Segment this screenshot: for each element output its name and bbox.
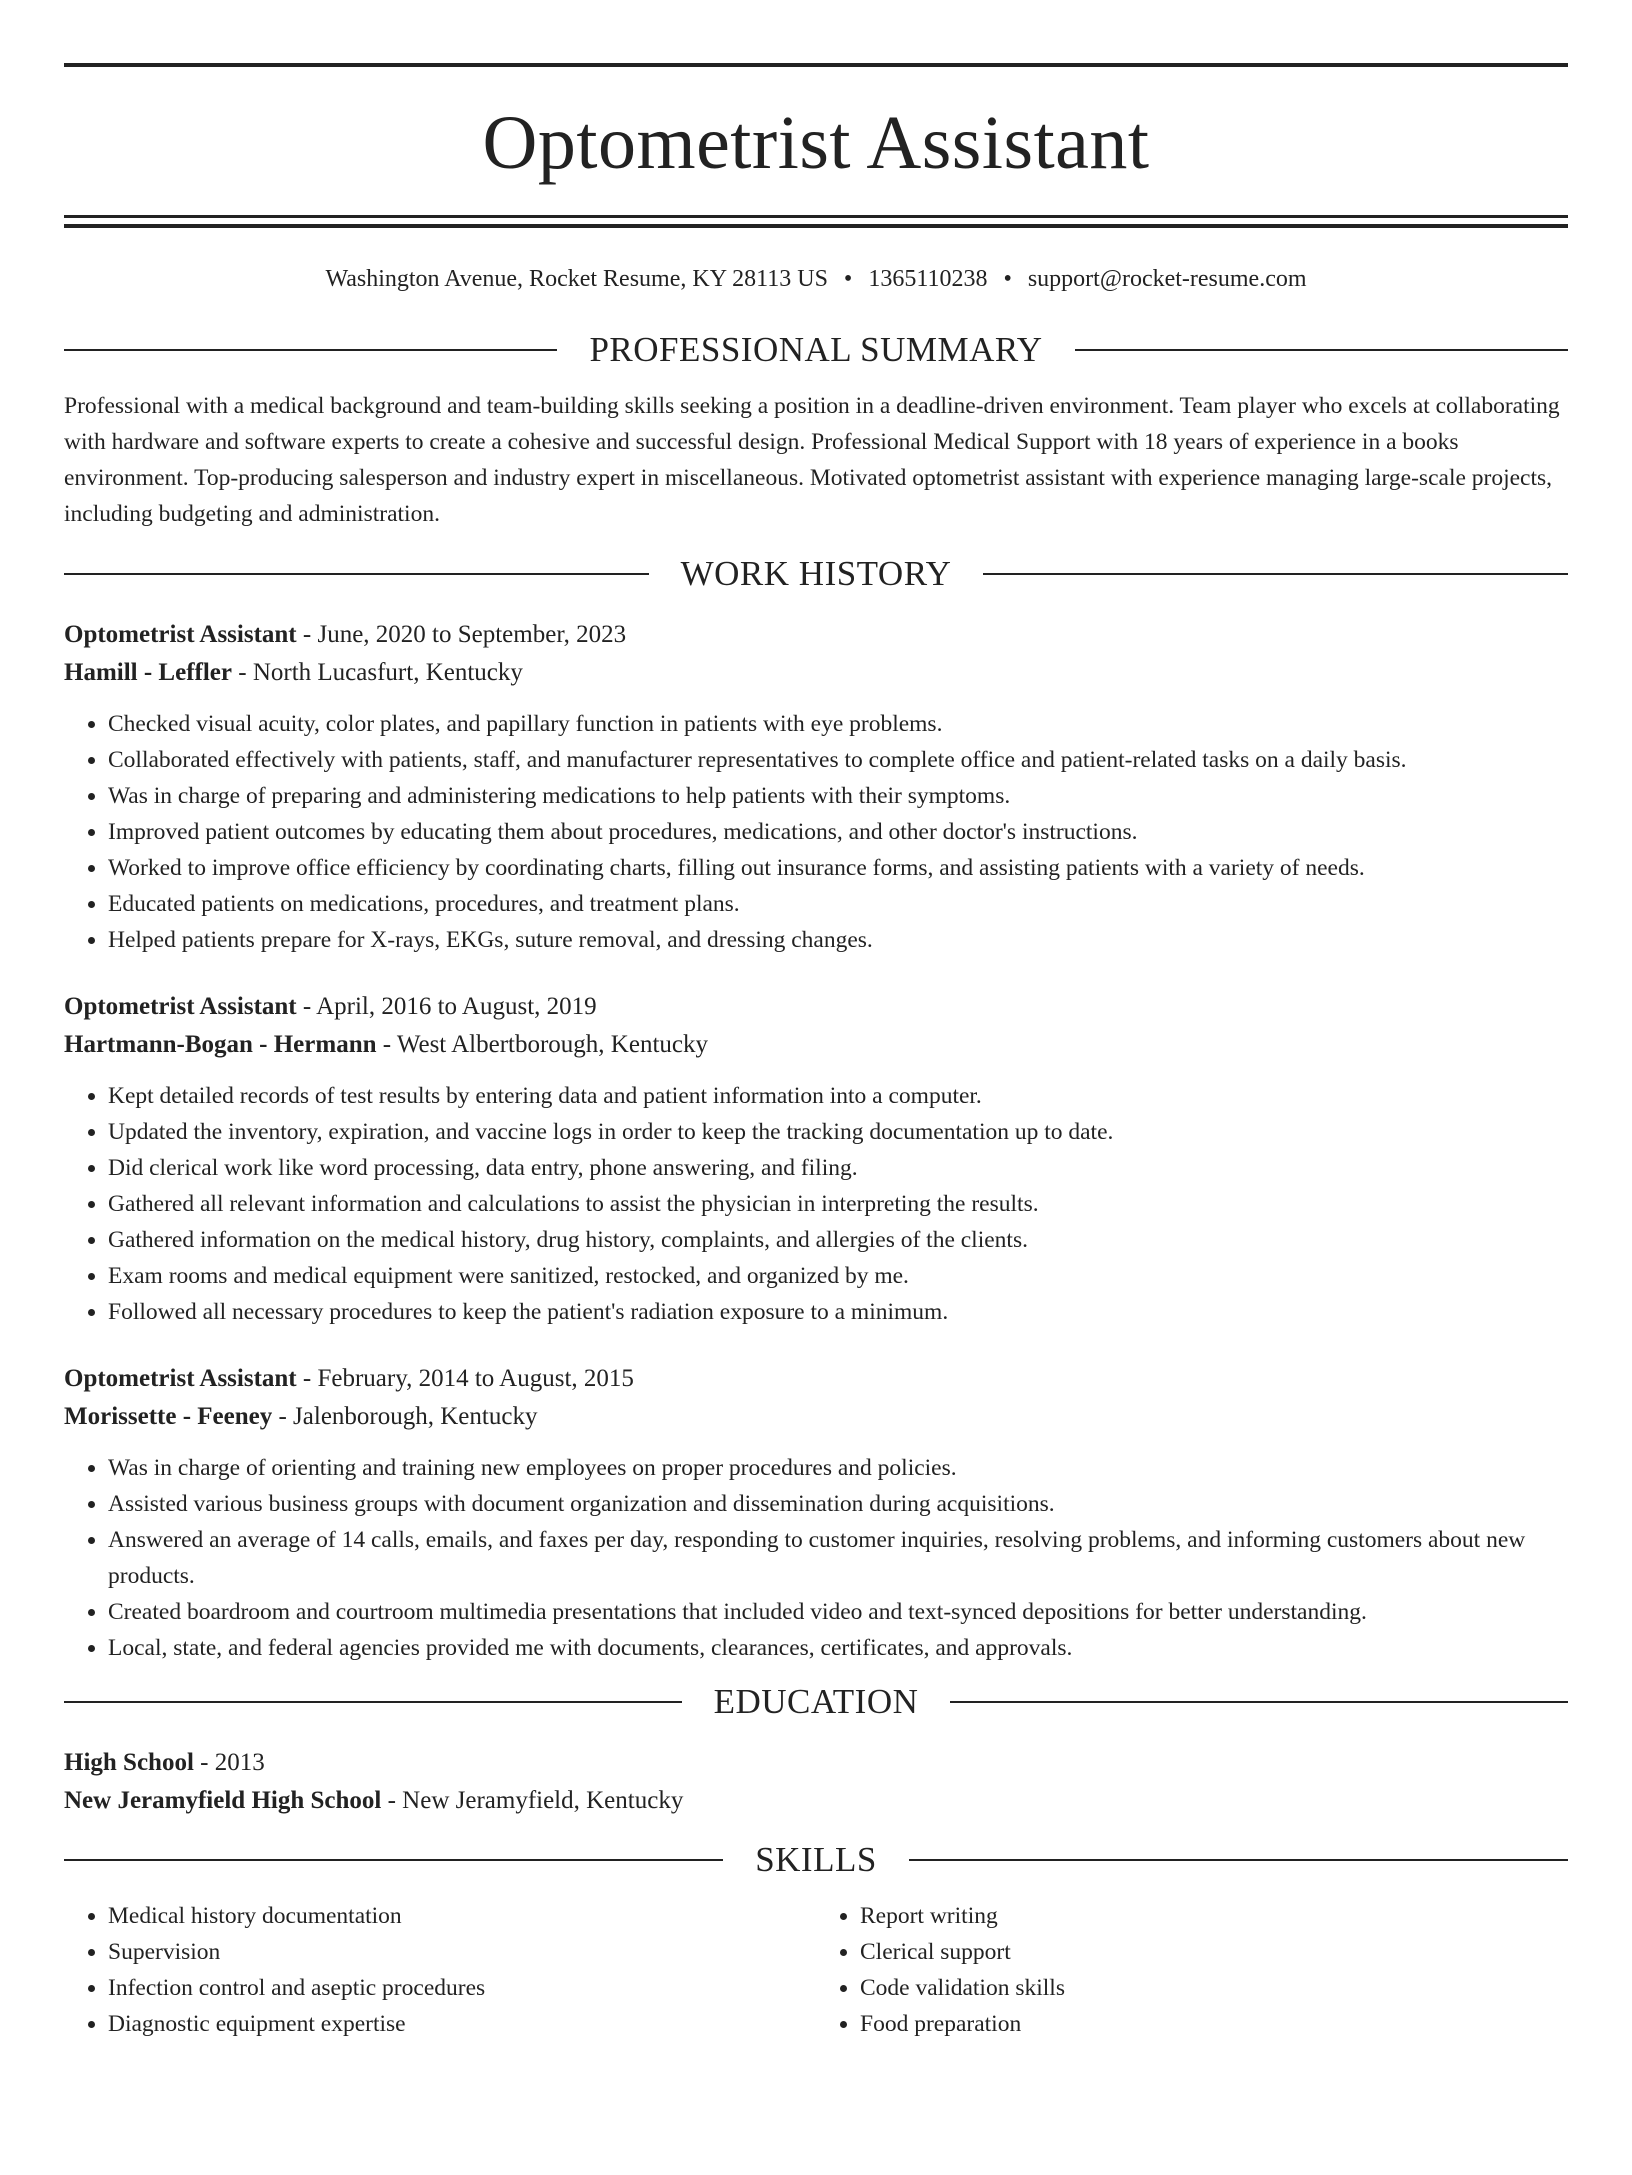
list-item: • Kept detailed records of test results by entering data and patient information into a computer. — [108, 1078, 1568, 1114]
list-item: • Was in charge of preparing and administering medications to help patients with their symptoms. — [108, 778, 1568, 814]
job-role: Optometrist Assistant — [64, 993, 297, 1020]
divider — [64, 573, 649, 575]
section-header-education — [64, 1682, 1568, 1722]
job-role: Optometrist Assistant — [64, 621, 297, 648]
list-item: • Food preparation — [860, 2006, 1568, 2042]
list-item: • Medical history documentation — [108, 1898, 816, 1934]
list-item: • Worked to improve office efficiency by coordinating charts, filling out insurance forms, and assisting patients with a variety of needs. — [108, 850, 1568, 886]
divider — [983, 573, 1568, 575]
section-header-skills — [64, 1840, 1568, 1880]
list-item: • Checked visual acuity, color plates, and papillary function in patients with eye problems. — [108, 706, 1568, 742]
list-item: • Diagnostic equipment expertise — [108, 2006, 816, 2042]
list-item: • Report writing — [860, 1898, 1568, 1934]
list-item: • Infection control and aseptic procedures — [108, 1970, 816, 2006]
contact-line — [64, 264, 1568, 294]
list-item: • Was in charge of orienting and training new employees on proper procedures and policies. — [108, 1450, 1568, 1486]
job-dates: - April, 2016 to August, 2019 — [296, 993, 597, 1020]
job-company-line — [64, 654, 1568, 692]
education-degree-line — [64, 1744, 1568, 1782]
job-bullets — [64, 1078, 1568, 1330]
section-title: WORK HISTORY — [680, 554, 952, 593]
job-title-line — [64, 616, 1568, 654]
job-role: Optometrist Assistant — [64, 1365, 297, 1392]
skills-list-left — [64, 1898, 816, 2042]
job-dates: - February, 2014 to August, 2015 — [296, 1365, 634, 1392]
contact-separator: • — [1003, 266, 1012, 292]
list-item: • Created boardroom and courtroom multimedia presentations that included video and text-synced depositions for better understanding. — [108, 1594, 1568, 1630]
job-company: Hamill - Leffler — [64, 659, 232, 686]
job-entry — [64, 988, 1568, 1330]
job-bullets — [64, 1450, 1568, 1666]
list-item: • Local, state, and federal agencies provided me with documents, clearances, certificates, and approvals. — [108, 1630, 1568, 1666]
contact-separator: • — [843, 266, 853, 292]
education-year: - 2013 — [193, 1749, 265, 1776]
education-degree: High School — [64, 1749, 194, 1776]
list-item: • Collaborated effectively with patients, staff, and manufacturer representatives to complete office and patient-related tasks on a daily basis. — [108, 742, 1568, 778]
job-title-line — [64, 988, 1568, 1026]
list-item: • Updated the inventory, expiration, and vaccine logs in order to keep the tracking documentation up to date. — [108, 1114, 1568, 1150]
list-item: • Supervision — [108, 1934, 816, 1970]
education-location: - New Jeramyfield, Kentucky — [381, 1787, 684, 1814]
summary-text: Professional with a medical background and team-building skills seeking a position in a deadline-driven environment. Team player who excels at collaborating with hardware and software experts to create a cohesive and successful design. Professional Medical Support with 18 years of experience in a books environment. Top-producing salesperson and industry expert in miscellaneous. Motivated optometrist assistant with experience managing large-scale projects, including budgeting and administration. — [64, 393, 1560, 527]
list-item: • Helped patients prepare for X-rays, EKGs, suture removal, and dressing changes. — [108, 922, 1568, 958]
section-title: PROFESSIONAL SUMMARY — [589, 330, 1043, 369]
top-rule — [64, 63, 1568, 67]
job-company: Morissette - Feeney — [64, 1403, 273, 1430]
double-rule — [64, 215, 1568, 228]
candidate-name: Optometrist Assistant — [482, 101, 1150, 185]
list-item: • Code validation skills — [860, 1970, 1568, 2006]
list-item: • Exam rooms and medical equipment were sanitized, restocked, and organized by me. — [108, 1258, 1568, 1294]
education-school-line — [64, 1782, 1568, 1820]
job-company-line — [64, 1398, 1568, 1436]
education-entry — [64, 1744, 1568, 1820]
education-school: New Jeramyfield High School — [64, 1787, 382, 1814]
job-location: - West Albertborough, Kentucky — [376, 1031, 708, 1058]
job-company-line — [64, 1026, 1568, 1064]
skills-columns — [64, 1898, 1568, 2042]
contact-email: support@rocket-resume.com — [1027, 266, 1307, 292]
section-header-summary — [64, 330, 1568, 370]
section-header-work — [64, 554, 1568, 594]
divider — [1075, 349, 1568, 351]
resume-page — [0, 63, 1632, 2175]
divider — [909, 1859, 1568, 1861]
list-item: • Improved patient outcomes by educating them about procedures, medications, and other doctor's instructions. — [108, 814, 1568, 850]
list-item: • Gathered all relevant information and calculations to assist the physician in interpreting the results. — [108, 1186, 1568, 1222]
job-location: - Jalenborough, Kentucky — [272, 1403, 538, 1430]
section-title: EDUCATION — [713, 1682, 919, 1721]
contact-address: Washington Avenue, Rocket Resume, KY 28113 US — [325, 266, 828, 292]
contact-phone: 1365110238 — [868, 266, 988, 292]
job-title-line — [64, 1360, 1568, 1398]
job-entry — [64, 616, 1568, 958]
skills-list-right — [816, 1898, 1568, 2042]
divider — [64, 349, 557, 351]
job-entry — [64, 1360, 1568, 1666]
list-item: • Answered an average of 14 calls, emails, and faxes per day, responding to customer inquiries, resolving problems, and informing customers about new products. — [108, 1522, 1568, 1594]
job-bullets — [64, 706, 1568, 958]
job-dates: - June, 2020 to September, 2023 — [296, 621, 627, 648]
list-item: • Followed all necessary procedures to keep the patient's radiation exposure to a minimum. — [108, 1294, 1568, 1330]
divider — [950, 1701, 1568, 1703]
job-company: Hartmann-Bogan - Hermann — [64, 1031, 377, 1058]
list-item: • Assisted various business groups with document organization and dissemination during acquisitions. — [108, 1486, 1568, 1522]
divider — [64, 1701, 682, 1703]
divider — [64, 1859, 723, 1861]
job-location: - North Lucasfurt, Kentucky — [232, 659, 523, 686]
list-item: • Gathered information on the medical history, drug history, complaints, and allergies of the clients. — [108, 1222, 1568, 1258]
section-title: SKILLS — [755, 1840, 877, 1879]
list-item: • Clerical support — [860, 1934, 1568, 1970]
list-item: • Did clerical work like word processing, data entry, phone answering, and filing. — [108, 1150, 1568, 1186]
list-item: • Educated patients on medications, procedures, and treatment plans. — [108, 886, 1568, 922]
